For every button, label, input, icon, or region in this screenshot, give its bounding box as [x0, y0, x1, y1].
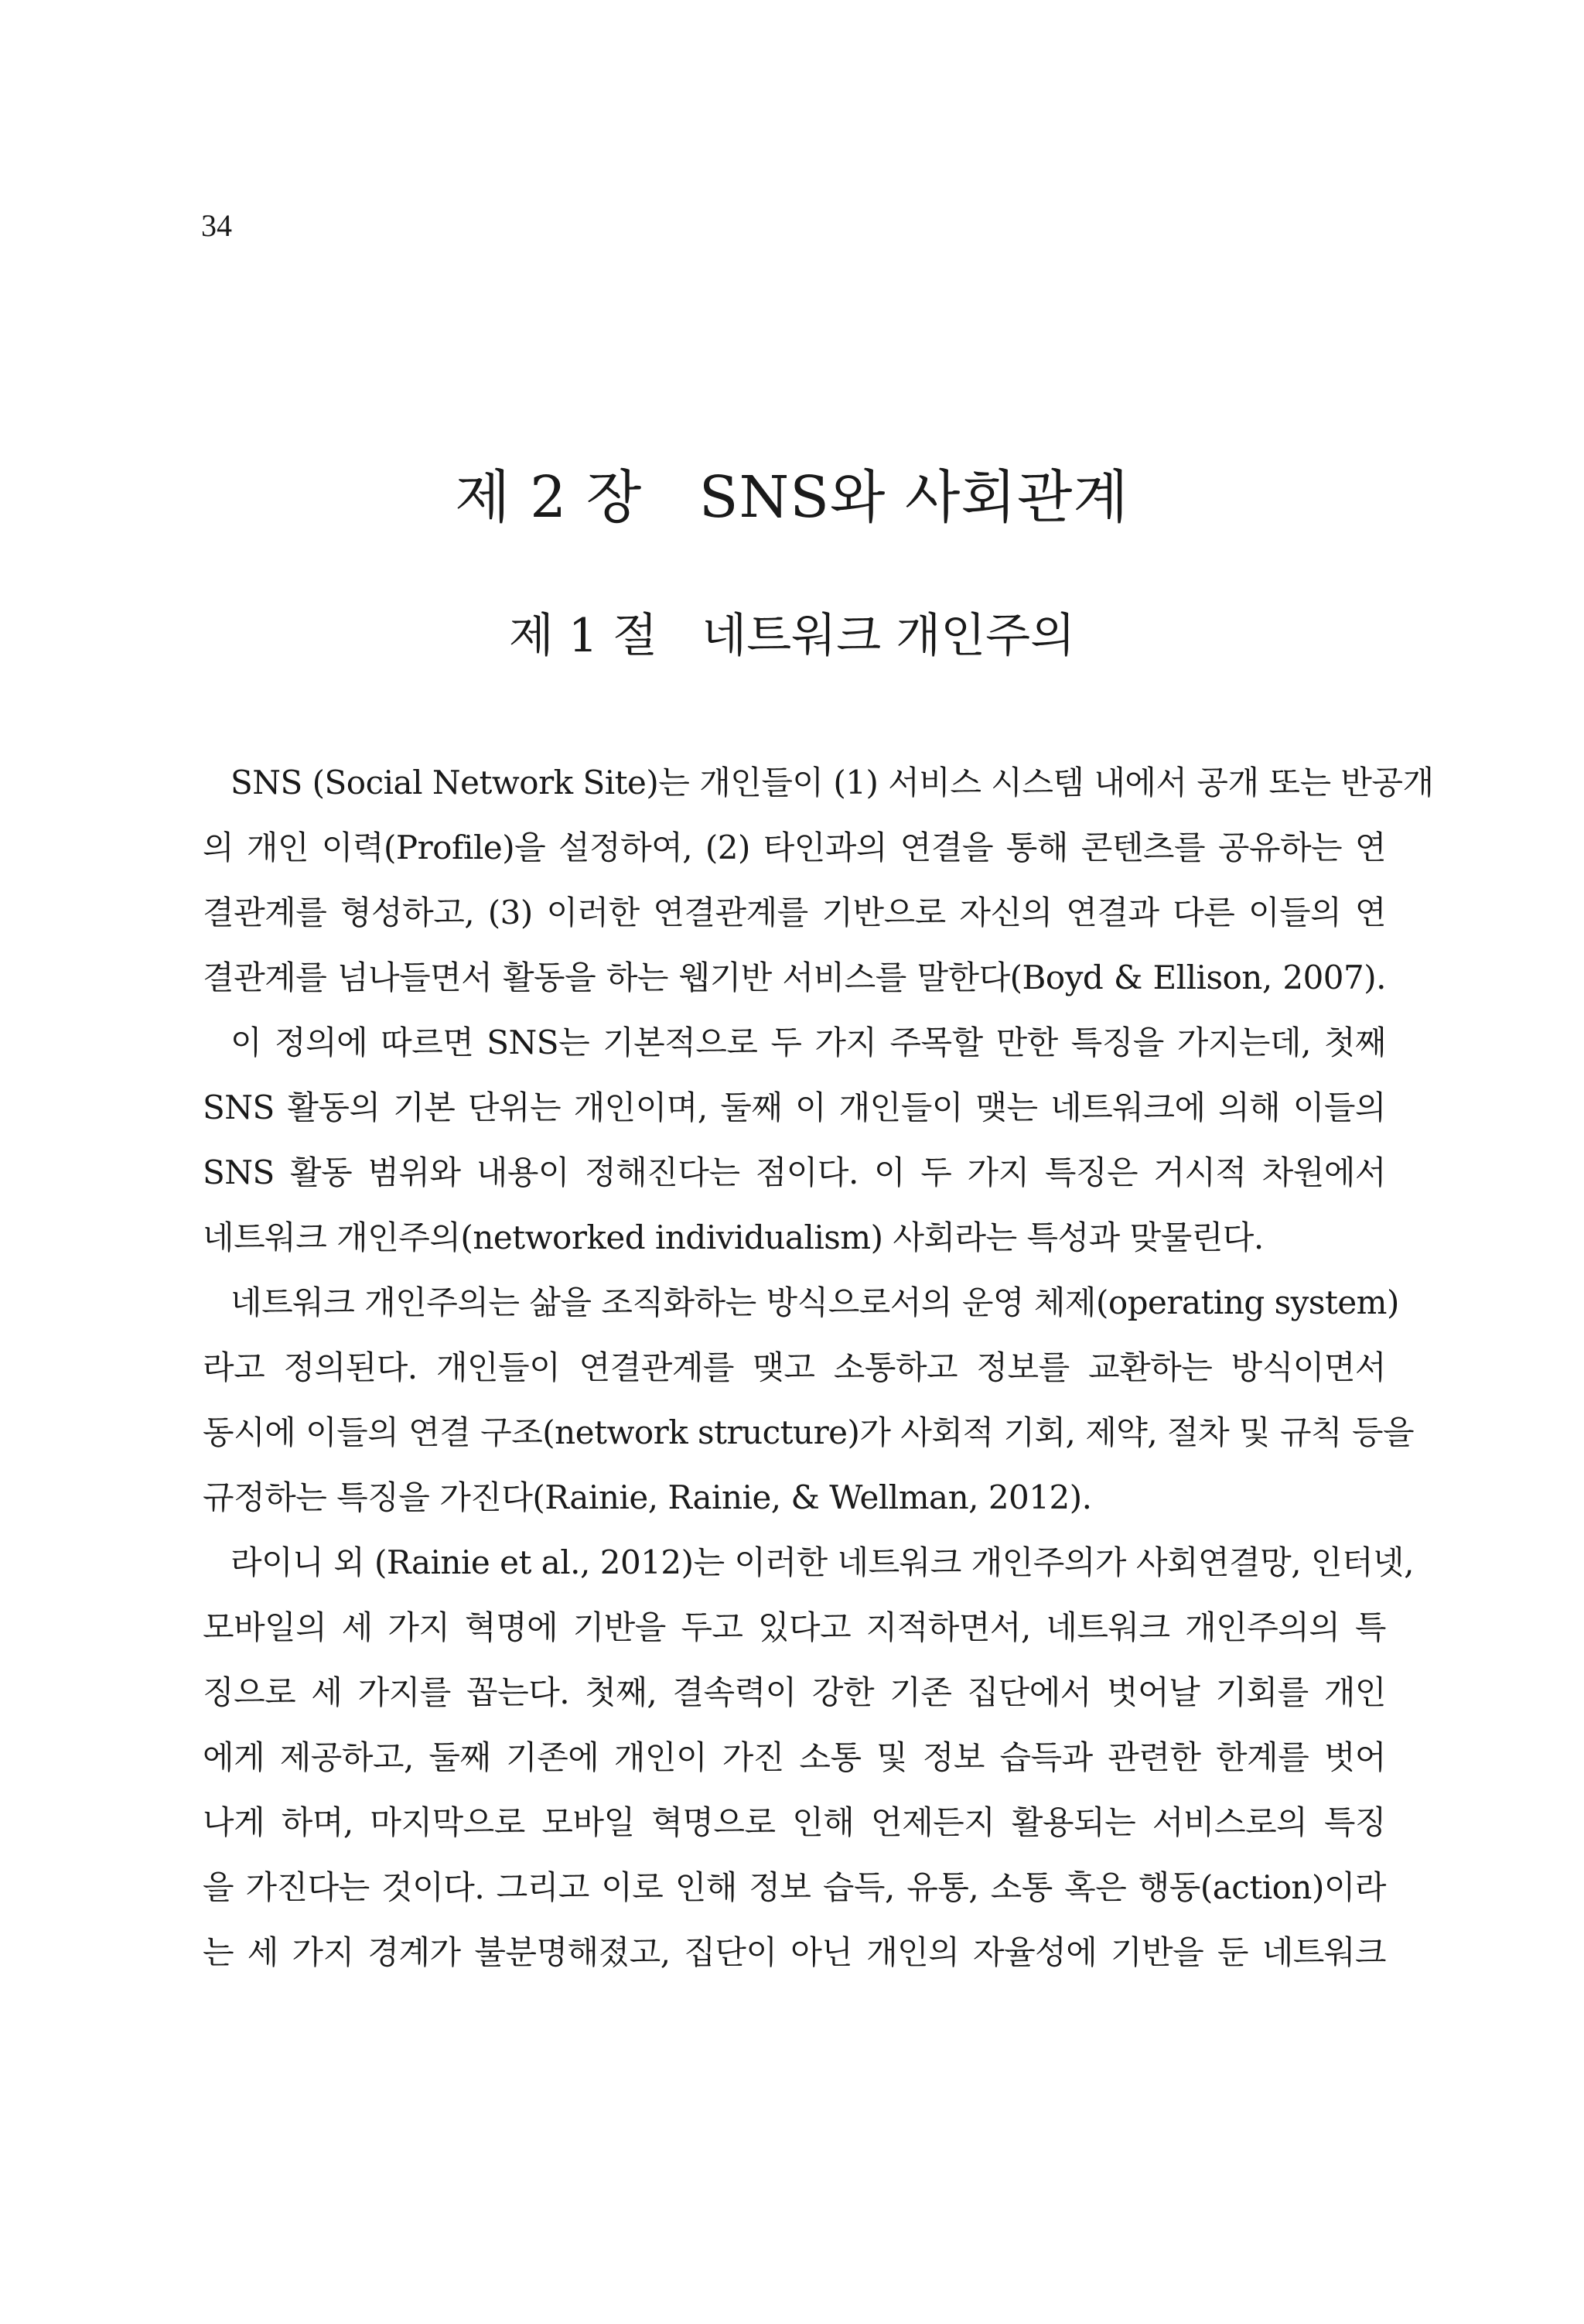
text-line: 라이니 외 (Rainie et al., 2012)는 이러한 네트워크 개인주의가 사회연결망, 인터넷,	[230, 1543, 1414, 1581]
text-line: 의 개인 이력(Profile)을 설정하여, (2) 타인과의 연결을 통해 콘텐츠를 공유하는 연	[203, 829, 1386, 866]
text-line: 네트워크 개인주의는 삶을 조직화하는 방식으로서의 운영 체제(operating system)	[230, 1283, 1399, 1321]
page-number: 34	[201, 208, 232, 243]
text-line: 결관계를 넘나들면서 활동을 하는 웹기반 서비스를 말한다(Boyd & Ellison, 2007).	[203, 959, 1386, 996]
text-line: 네트워크 개인주의(networked individualism) 사회라는 특성과 맞물린다.	[203, 1218, 1264, 1256]
text-line: SNS 활동의 기본 단위는 개인이며, 둘째 이 개인들이 맺는 네트워크에 의해 이들의	[203, 1089, 1386, 1126]
text-line: 결관계를 형성하고, (3) 이러한 연결관계를 기반으로 자신의 연결과 다른 이들의 연	[203, 894, 1386, 931]
text-line: 는 세 가지 경계가 불분명해졌고, 집단이 아닌 개인의 자율성에 기반을 둔 네트워크	[203, 1933, 1386, 1971]
text-line: 에게 제공하고, 둘째 기존에 개인이 가진 소통 및 정보 습득과 관련한 한계를 벗어	[203, 1738, 1386, 1776]
text-line: 모바일의 세 가지 혁명에 기반을 두고 있다고 지적하면서, 네트워크 개인주의의 특	[203, 1608, 1386, 1646]
text-line: 징으로 세 가지를 꼽는다. 첫째, 결속력이 강한 기존 집단에서 벗어날 기회를 개인	[203, 1673, 1386, 1711]
text-line: 이 정의에 따르면 SNS는 기본적으로 두 가지 주목할 만한 특징을 가지는데, 첫째	[230, 1024, 1386, 1061]
text-line: 나게 하며, 마지막으로 모바일 혁명으로 인해 언제든지 활용되는 서비스로의 특징	[203, 1803, 1386, 1841]
body-text	[203, 750, 1434, 1985]
chapter-title: 제 2 장 SNS와 사회관계	[455, 464, 1129, 531]
text-line: 을 가진다는 것이다. 그리고 이로 인해 정보 습득, 유통, 소통 혹은 행동(action)이라	[203, 1868, 1386, 1906]
text-line: SNS (Social Network Site)는 개인들이 (1) 서비스 시스템 내에서 공개 또는 반공개	[230, 764, 1434, 801]
text-line: SNS 활동 범위와 내용이 정해진다는 점이다. 이 두 가지 특징은 거시적 차원에서	[203, 1153, 1386, 1191]
section-title: 제 1 절 네트워크 개인주의	[508, 609, 1076, 663]
text-line: 라고 정의된다. 개인들이 연결관계를 맺고 소통하고 정보를 교환하는 방식이면서	[203, 1348, 1386, 1386]
text-line: 동시에 이들의 연결 구조(network structure)가 사회적 기회, 제약, 절차 및 규칙 등을	[203, 1413, 1415, 1451]
text-line: 규정하는 특징을 가진다(Rainie, Rainie, & Wellman, 2012).	[203, 1478, 1092, 1516]
